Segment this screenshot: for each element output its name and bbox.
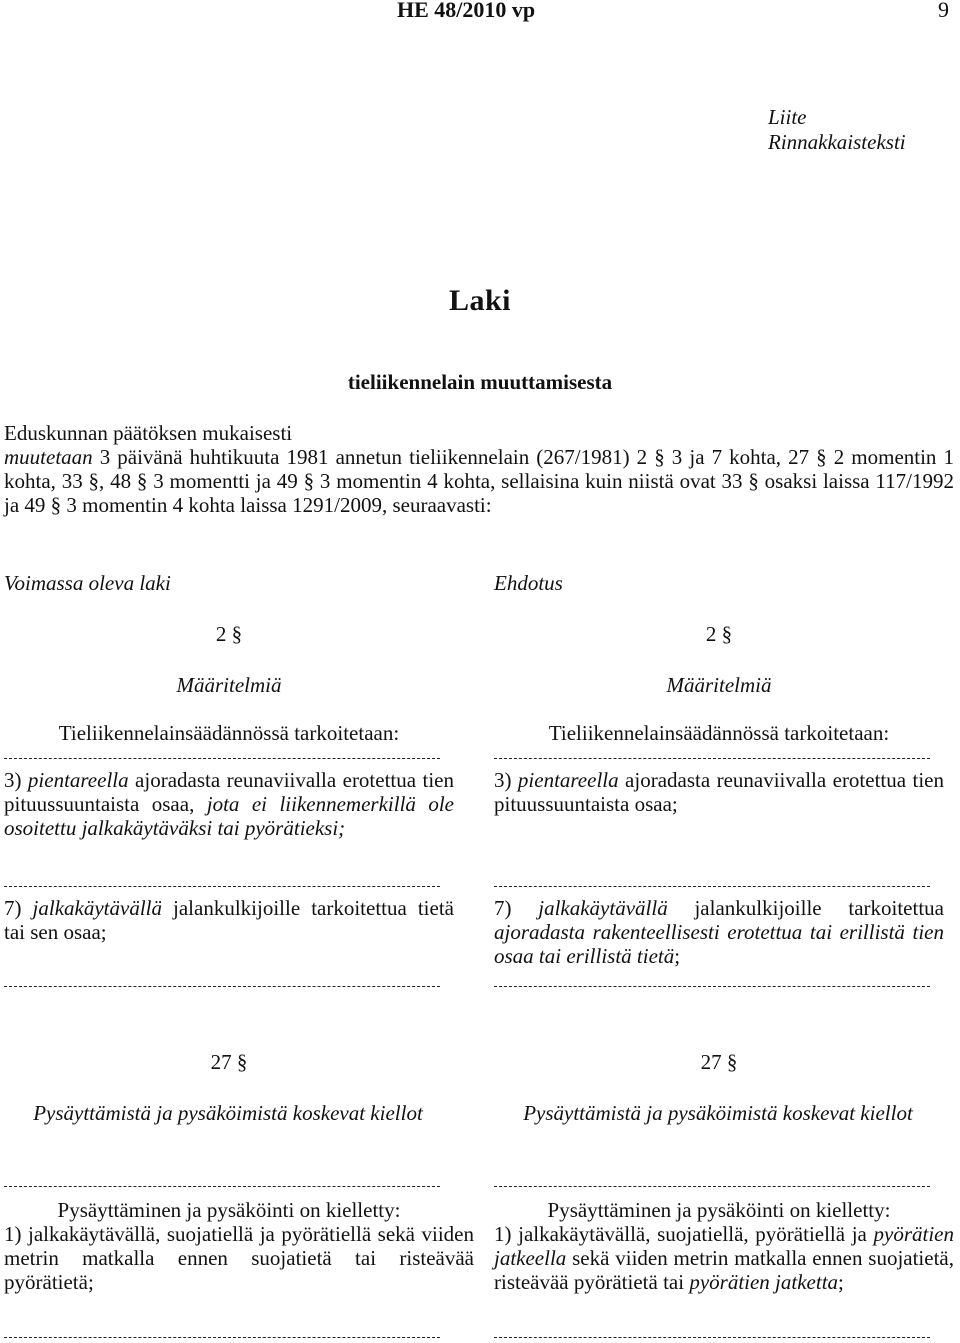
omission-line (494, 1337, 930, 1339)
defined-term: pientareella (517, 768, 619, 792)
right-section2-lead: Tieliikennelainsäädännössä tarkoitetaan: (548, 721, 890, 745)
document-id: HE 48/2010 vp (397, 0, 536, 22)
intro-block (4, 421, 954, 517)
defined-term: jalkakäytävällä (32, 896, 162, 920)
omission-line (4, 758, 440, 760)
omission-line (494, 1186, 930, 1188)
right-section2-heading: Määritelmiä (666, 673, 772, 697)
law-title: Laki (448, 284, 512, 317)
right-column-heading: Ehdotus (494, 571, 563, 595)
item-text: jalankulkijoille tarkoitettua (667, 896, 944, 920)
intro-verb: muutetaan (4, 445, 93, 469)
omission-line (494, 986, 930, 988)
omission-line (4, 886, 440, 888)
item-number: 7) (494, 896, 539, 920)
item-text-italic: jota ei liikennemerkillä ole osoitettu jalkakäytäväksi tai pyörätieksi; (4, 792, 454, 840)
omission-line (4, 986, 440, 988)
omission-line (4, 1337, 440, 1339)
left-item-7 (4, 896, 454, 944)
right-item-3 (494, 768, 944, 816)
item-text-italic: ajoradasta rakenteellisesti erotettua tai erillistä tien osaa tai erillistä tietä (494, 920, 944, 968)
item-text: jalankulkijoille tarkoitettua tietä tai sen osaa; (4, 896, 454, 944)
defined-term: pientareella (27, 768, 129, 792)
item-text-end: ; (674, 944, 681, 968)
item-text: ajoradasta reunaviivalla erotettua tien pituussuuntaista osaa, (4, 768, 454, 816)
left-section2-number: 2 § (215, 622, 243, 646)
left-section27-lead: Pysäyttäminen ja pysäköinti on kielletty: (57, 1198, 401, 1222)
omission-line (4, 1186, 440, 1188)
right-section27-heading: Pysäyttämistä ja pysäköimistä koskevat kiellot (523, 1101, 913, 1125)
left-item-3 (4, 768, 454, 840)
item-number: 3) (494, 768, 518, 792)
item-text-italic: pyörätien jatketta (689, 1270, 839, 1294)
left-section27-number: 27 § (210, 1050, 248, 1074)
defined-term: jalkakäytävällä (538, 896, 668, 920)
item-number: 3) (4, 768, 28, 792)
omission-line (494, 886, 930, 888)
intro-text: 3 päivänä huhtikuuta 1981 annetun tieliikennelain (267/1981) 2 § 3 ja 7 kohta, 27 § 2 momentin 1 kohta, 33 §, 48 § 3 momentti ja 49 § 3 momentin 4 kohta, sellaisina kuin niistä ovat 33 § osaksi laissa 117/1992 ja 49 § 3 momentin 4 kohta laissa 1291/2009, seuraavasti: (4, 445, 954, 517)
left-column-heading: Voimassa oleva laki (4, 571, 171, 595)
appendix-label: Liite (768, 105, 807, 129)
left-section27-heading: Pysäyttämistä ja pysäköimistä koskevat kiellot (33, 1101, 423, 1125)
left-item-1: 1) jalkakäytävällä, suojatiellä ja pyörätiellä sekä viiden metrin matkalla ennen suojatietä tai risteävää pyörätietä; (4, 1222, 474, 1294)
left-section2-heading: Määritelmiä (176, 673, 282, 697)
omission-line (494, 758, 930, 760)
item-number: 7) (4, 896, 33, 920)
right-item-7 (494, 896, 944, 968)
left-section2-lead: Tieliikennelainsäädännössä tarkoitetaan: (58, 721, 400, 745)
right-item-1 (494, 1222, 954, 1294)
item-text: 1) jalkakäytävällä, suojatiellä, pyörätiellä ja (494, 1222, 874, 1246)
appendix-title: Rinnakkaisteksti (768, 130, 906, 154)
law-subtitle: tieliikennelain muuttamisesta (347, 370, 613, 394)
right-section27-number: 27 § (700, 1050, 738, 1074)
item-text-italic: pyörätien jatkeella (494, 1222, 954, 1270)
right-section27-lead: Pysäyttäminen ja pysäköinti on kielletty: (547, 1198, 891, 1222)
page-number: 9 (938, 0, 949, 22)
intro-line: Eduskunnan päätöksen mukaisesti (4, 421, 293, 445)
intro-paragraph (4, 445, 954, 517)
item-text: ajoradasta reunaviivalla erotettua tien pituussuuntaista osaa; (494, 768, 944, 816)
item-text: sekä viiden metrin matkalla ennen suojatietä, risteävää pyörätietä tai (494, 1246, 954, 1294)
item-text-end: ; (838, 1270, 844, 1294)
right-section2-number: 2 § (705, 622, 733, 646)
